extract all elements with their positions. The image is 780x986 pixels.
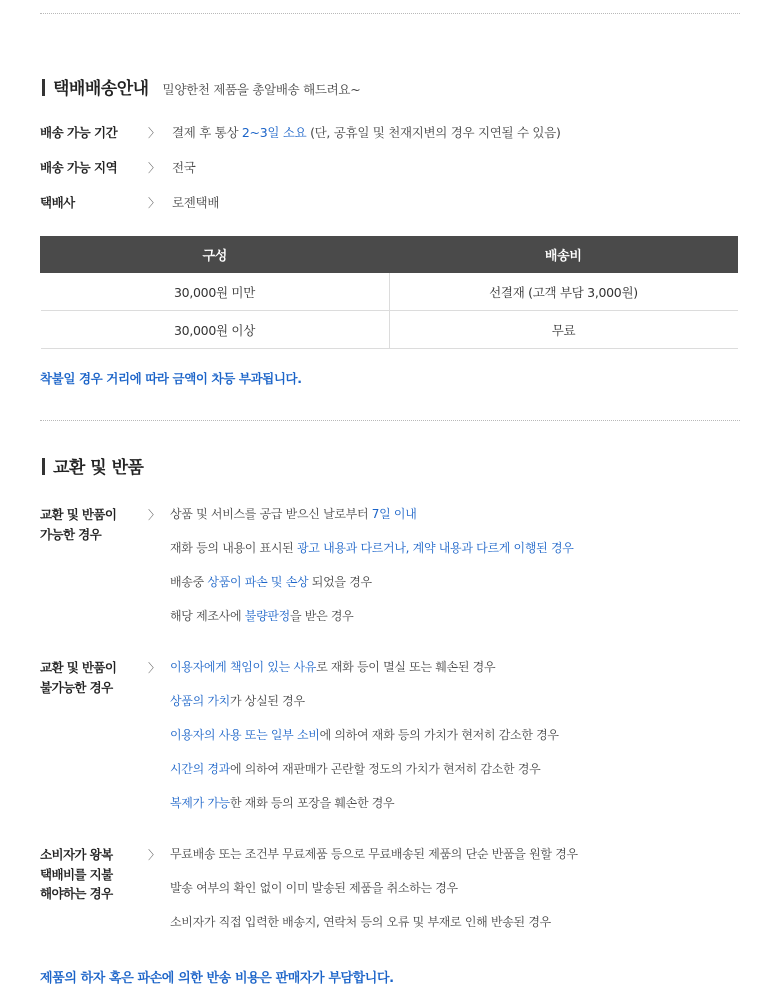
shipping-info-row	[40, 159, 740, 178]
list-item: 무료배송 또는 조건부 무료제품 등으로 무료배송된 제품의 단순 반품을 원할 경우	[170, 847, 578, 862]
table-cell: 선결재 (고객 부담 3,000원)	[389, 273, 738, 311]
shipping-section-heading	[40, 74, 740, 99]
shipping-title: 택배배송안내	[53, 79, 149, 99]
content-container	[40, 74, 740, 986]
info-value	[172, 124, 740, 143]
item-pre: 재화 등의 내용이 표시된	[170, 541, 297, 556]
table-head	[41, 237, 738, 273]
heading-bar-icon	[42, 458, 45, 475]
table-header-fee: 배송비	[389, 237, 738, 273]
shipping-info-row	[40, 124, 740, 143]
heading-bar-icon	[42, 79, 45, 96]
item-post: 가 상실된 경우	[229, 694, 305, 709]
item-highlight: 복제가 가능	[170, 796, 230, 811]
chevron-right-icon: 〉	[148, 195, 161, 210]
table-row	[41, 273, 738, 311]
chevron-right-icon: 〉	[148, 160, 161, 175]
list-item: 발송 여부의 확인 없이 이미 발송된 제품을 취소하는 경우	[170, 881, 458, 896]
shipping-info-row	[40, 194, 740, 213]
info-value-post: (단, 공휴일 및 천재지변의 경우 지연될 수 있음)	[306, 125, 561, 140]
list-item	[170, 658, 740, 676]
item-highlight: 광고 내용과 다르거나, 계약 내용과 다르게 이행된 경우	[296, 541, 574, 556]
list-item	[170, 692, 740, 710]
list-item	[170, 573, 740, 591]
info-label: 배송 가능 기간	[40, 125, 118, 140]
info-value-pre: 로젠택배	[172, 194, 220, 210]
info-value	[172, 159, 740, 178]
exchange-section-heading	[40, 453, 740, 478]
exchange-footer-note: 제품의 하자 혹은 파손에 의한 반송 비용은 판매자가 부담합니다.	[40, 971, 394, 986]
chevron-right-icon: 〉	[148, 848, 161, 863]
item-pre: 상품 및 서비스를 공급 받으신 날로부터	[170, 507, 372, 522]
shipping-return-policy-page	[0, 13, 780, 986]
chevron-right-icon: 〉	[148, 126, 161, 140]
block-label: 교환 및 반품이 가능한 경우	[40, 507, 117, 542]
item-post: 을 받은 경우	[289, 609, 354, 624]
shipping-note: 착불일 경우 거리에 따라 금액이 차등 부과됩니다.	[40, 371, 302, 387]
table-body	[41, 273, 738, 349]
item-post: 로 재화 등이 멸실 또는 훼손된 경우	[316, 660, 496, 675]
list-item	[170, 794, 740, 812]
block-item-list	[170, 658, 740, 812]
exchange-possible-block	[40, 505, 740, 625]
chevron-right-icon: 〉	[148, 508, 161, 523]
item-highlight: 불량판정	[244, 609, 290, 624]
block-item-list	[170, 505, 740, 625]
item-pre: 배송중	[170, 575, 208, 590]
table-row	[41, 311, 738, 349]
info-value	[172, 194, 740, 213]
item-highlight: 7일 이내	[371, 507, 417, 522]
list-item	[170, 539, 740, 557]
item-post: 에 의하여 재판매가 곤란할 정도의 가치가 현저히 감소한 경우	[229, 762, 541, 777]
exchange-impossible-block	[40, 658, 740, 812]
item-post: 에 의하여 재화 등의 가치가 현저히 감소한 경우	[319, 728, 559, 743]
table-header-row	[41, 237, 738, 273]
shipping-subtitle: 밀양한천 제품을 총알배송 해드려요~	[162, 82, 361, 97]
item-pre: 해당 제조사에	[170, 609, 245, 624]
info-label: 배송 가능 지역	[40, 159, 118, 175]
item-post: 한 재화 등의 포장을 훼손한 경우	[229, 796, 395, 811]
shipping-info-list	[40, 124, 740, 212]
roundtrip-fee-block	[40, 845, 740, 931]
list-item	[170, 760, 740, 778]
list-item: 소비자가 직접 입력한 배송지, 연락처 등의 오류 및 부재로 인해 반송된 경우	[170, 915, 551, 930]
table-cell: 30,000원 미만	[41, 273, 390, 311]
exchange-title: 교환 및 반품	[53, 458, 144, 479]
item-highlight: 이용자에게 책임이 있는 사유	[170, 660, 317, 675]
info-label: 택배사	[40, 194, 75, 210]
info-value-pre: 전국	[172, 159, 196, 175]
divider-middle	[40, 420, 740, 421]
block-label: 소비자가 왕복 택배비를 지불 해야하는 경우	[40, 847, 113, 901]
item-highlight: 이용자의 사용 또는 일부 소비	[170, 728, 320, 743]
divider-top	[40, 13, 740, 14]
table-cell: 30,000원 이상	[41, 311, 390, 349]
item-highlight: 상품이 파손 및 손상	[207, 575, 309, 590]
info-value-highlight: 2~3일 소요	[241, 125, 307, 140]
item-highlight: 시간의 경과	[170, 762, 230, 777]
shipping-fee-table	[40, 236, 738, 349]
list-item	[170, 607, 740, 625]
block-item-list	[170, 845, 740, 931]
info-value-pre: 결제 후 통상	[172, 125, 242, 140]
list-item	[170, 726, 740, 744]
table-header-composition: 구성	[41, 237, 390, 273]
item-post: 되었을 경우	[308, 575, 372, 590]
table-cell: 무료	[389, 311, 738, 349]
chevron-right-icon: 〉	[148, 661, 161, 676]
block-label: 교환 및 반품이 불가능한 경우	[40, 660, 117, 695]
list-item	[170, 505, 740, 523]
item-highlight: 상품의 가치	[170, 694, 230, 709]
